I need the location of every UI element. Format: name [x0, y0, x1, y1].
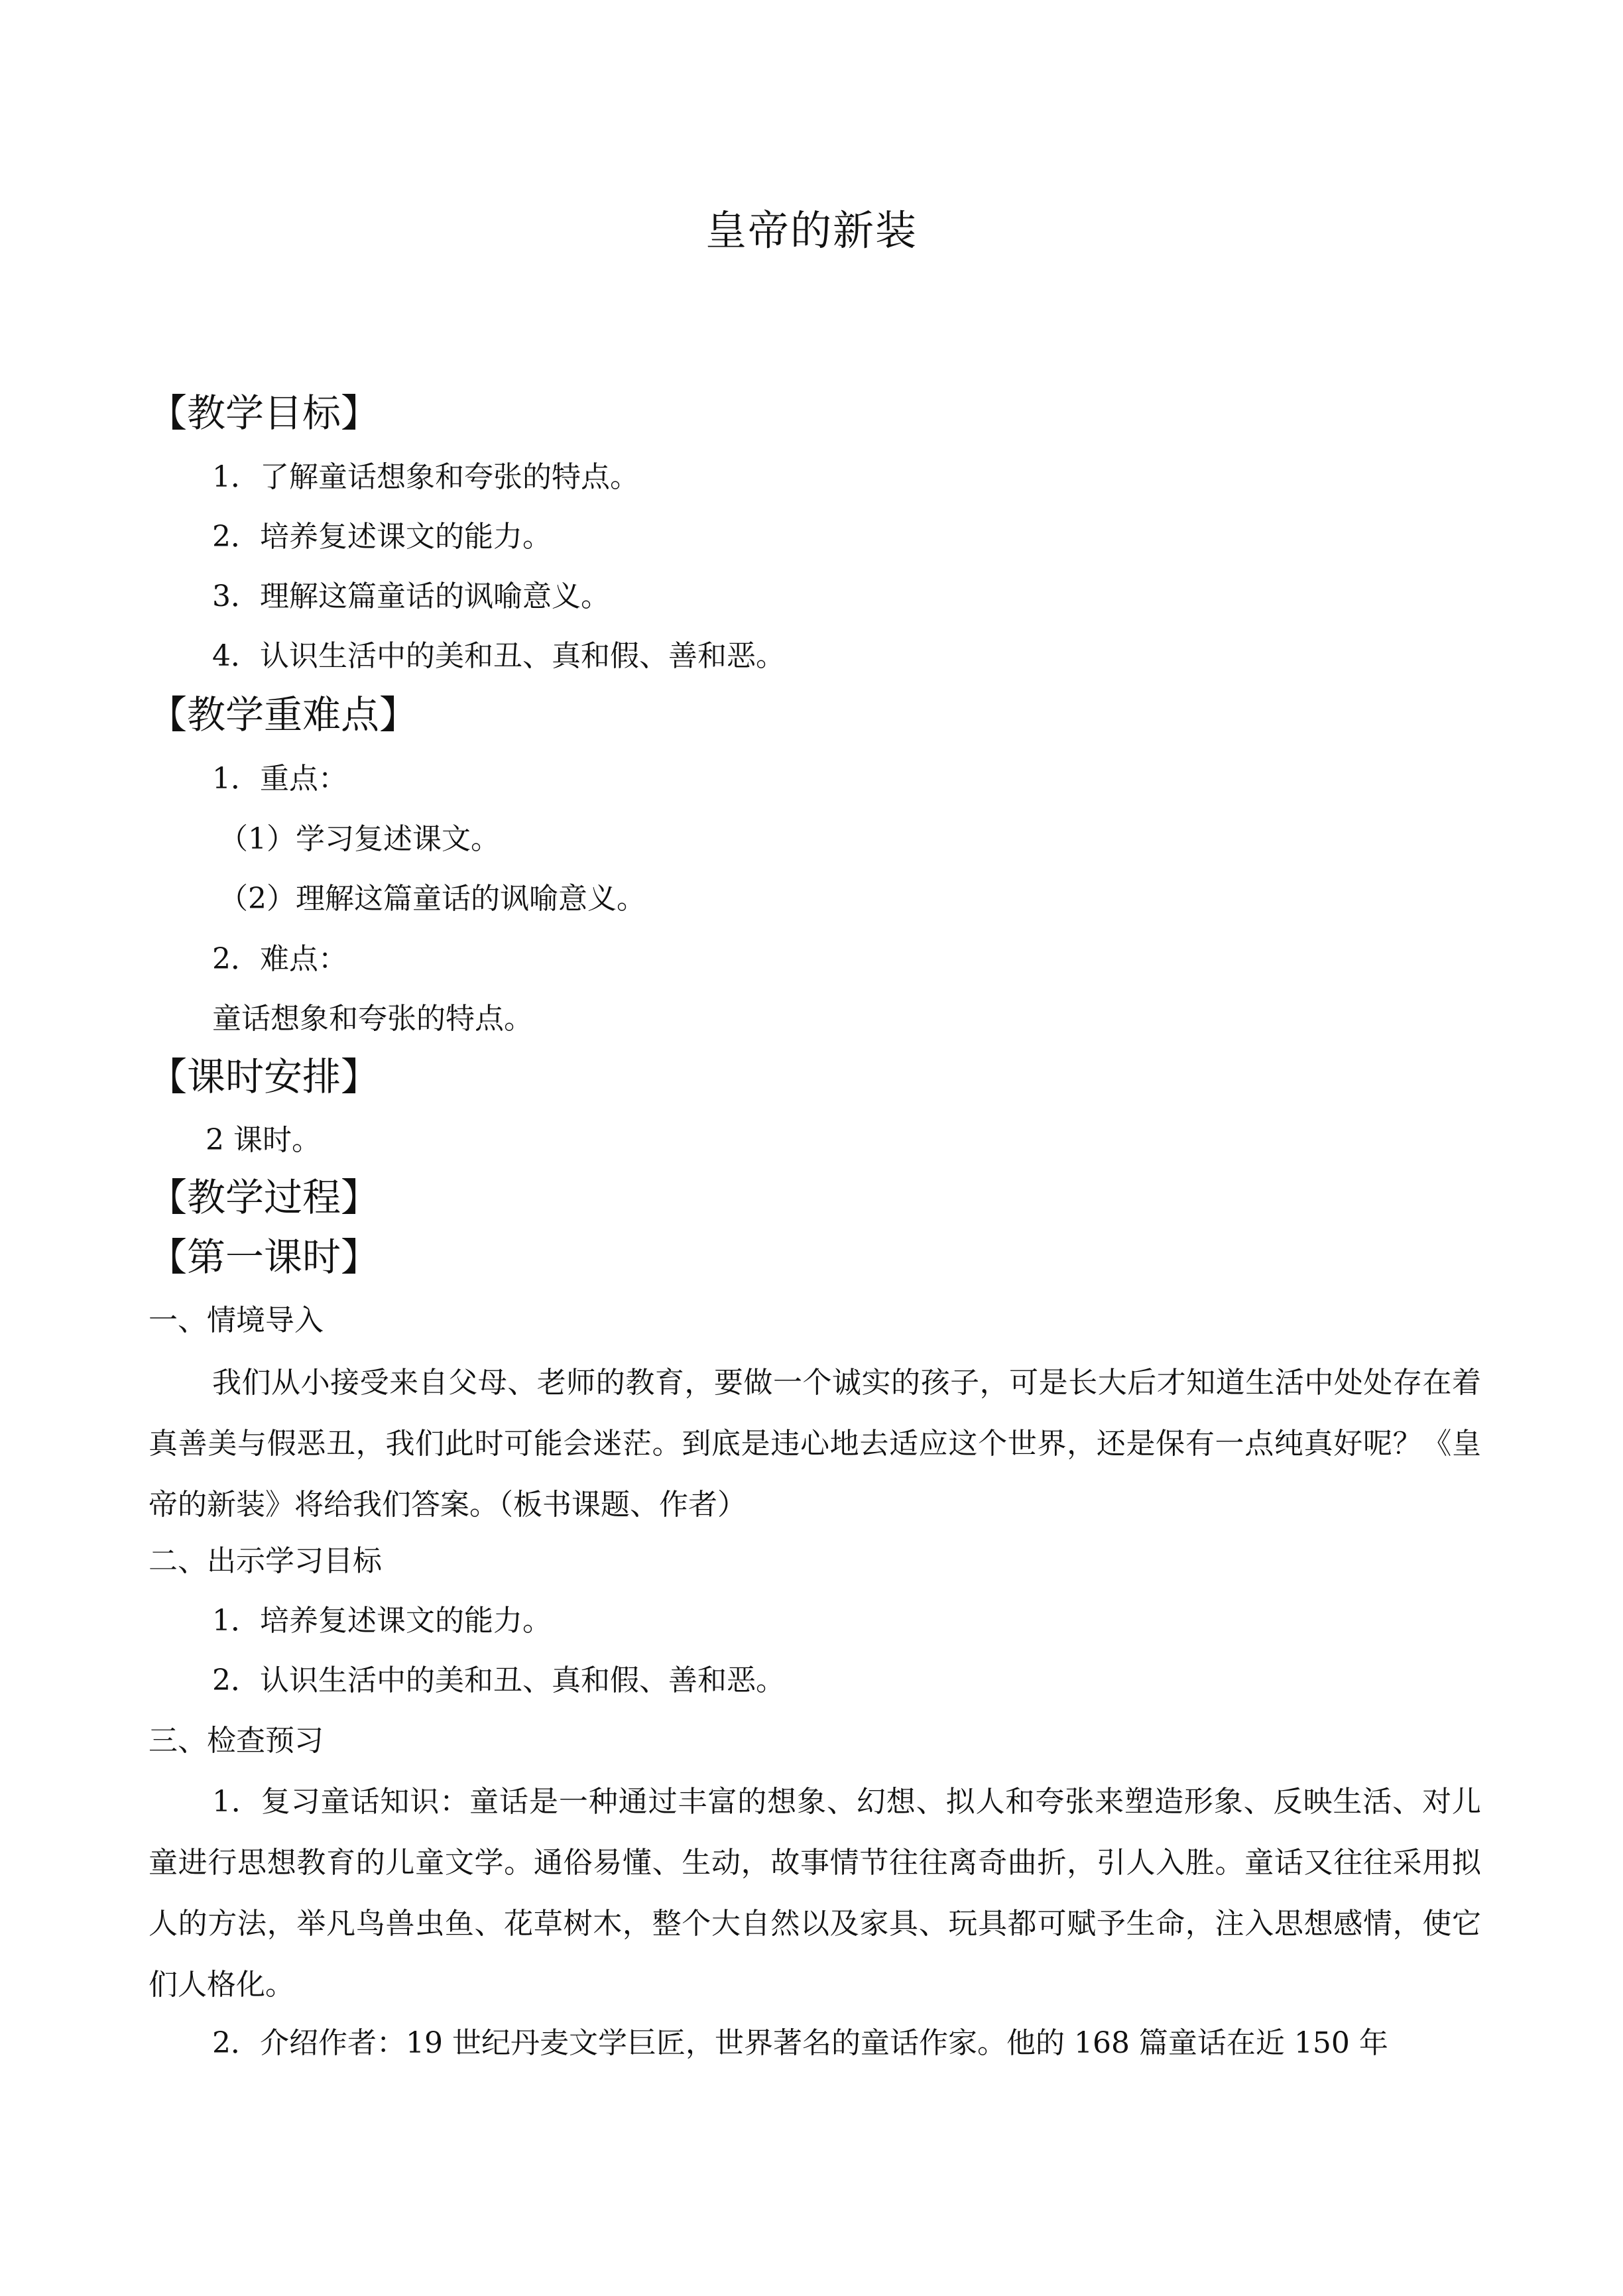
- goal-item: 3．理解这篇童话的讽喻意义。: [212, 579, 610, 613]
- step-3-title: 三、检查预习: [149, 1724, 324, 1758]
- key-point-label: 1．重点：: [212, 762, 347, 796]
- step-2-title: 二、出示学习目标: [149, 1544, 382, 1578]
- schedule-text: 2 课时。: [206, 1123, 321, 1157]
- document-title: 皇帝的新装: [705, 206, 918, 255]
- section-heading-key-points: 【教学重难点】: [149, 692, 418, 737]
- key-point-item: （2）理解这篇童话的讽喻意义。: [219, 882, 646, 916]
- section-heading-teaching-goals: 【教学目标】: [149, 391, 380, 436]
- key-point-item: （1）学习复述课文。: [219, 822, 500, 856]
- section-heading-lesson-1: 【第一课时】: [149, 1235, 380, 1280]
- step-3-item-1: 1．复习童话知识：童话是一种通过丰富的想象、幻想、拟人和夸张来塑造形象、反映生活、对儿童进行思想教育的儿童文学。通俗易懂、生动，故事情节往往离奇曲折，引人入胜。童话又往往采用拟人的方法，举凡鸟兽虫鱼、花草树木，整个大自然以及家具、玩具都可赋予生命，注入思想感情，使它们人格化。: [149, 1785, 1481, 2002]
- step-1-title: 一、情境导入: [149, 1303, 324, 1337]
- step-1-paragraph: 我们从小接受来自父母、老师的教育，要做一个诚实的孩子，可是长大后才知道生活中处处存在着真善美与假恶丑，我们此时可能会迷茫。到底是违心地去适应这个世界，还是保有一点纯真好呢？《皇帝的新装》将给我们答案。（板书课题、作者）: [149, 1366, 1481, 1522]
- goal-item: 4．认识生活中的美和丑、真和假、善和恶。: [212, 639, 785, 673]
- section-heading-schedule: 【课时安排】: [149, 1054, 380, 1099]
- step-3-item-2: 2．介绍作者：19 世纪丹麦文学巨匠，世界著名的童话作家。他的 168 篇童话在近 150 年: [212, 2026, 1388, 2060]
- step-2-item: 1．培养复述课文的能力。: [212, 1604, 552, 1638]
- goal-item: 2．培养复述课文的能力。: [212, 520, 552, 554]
- step-2-item: 2．认识生活中的美和丑、真和假、善和恶。: [212, 1663, 785, 1697]
- difficulty-text: 童话想象和夸张的特点。: [212, 1002, 533, 1036]
- difficulty-label: 2．难点：: [212, 942, 347, 976]
- section-heading-process: 【教学过程】: [149, 1175, 380, 1220]
- goal-item: 1．了解童话想象和夸张的特点。: [212, 460, 639, 494]
